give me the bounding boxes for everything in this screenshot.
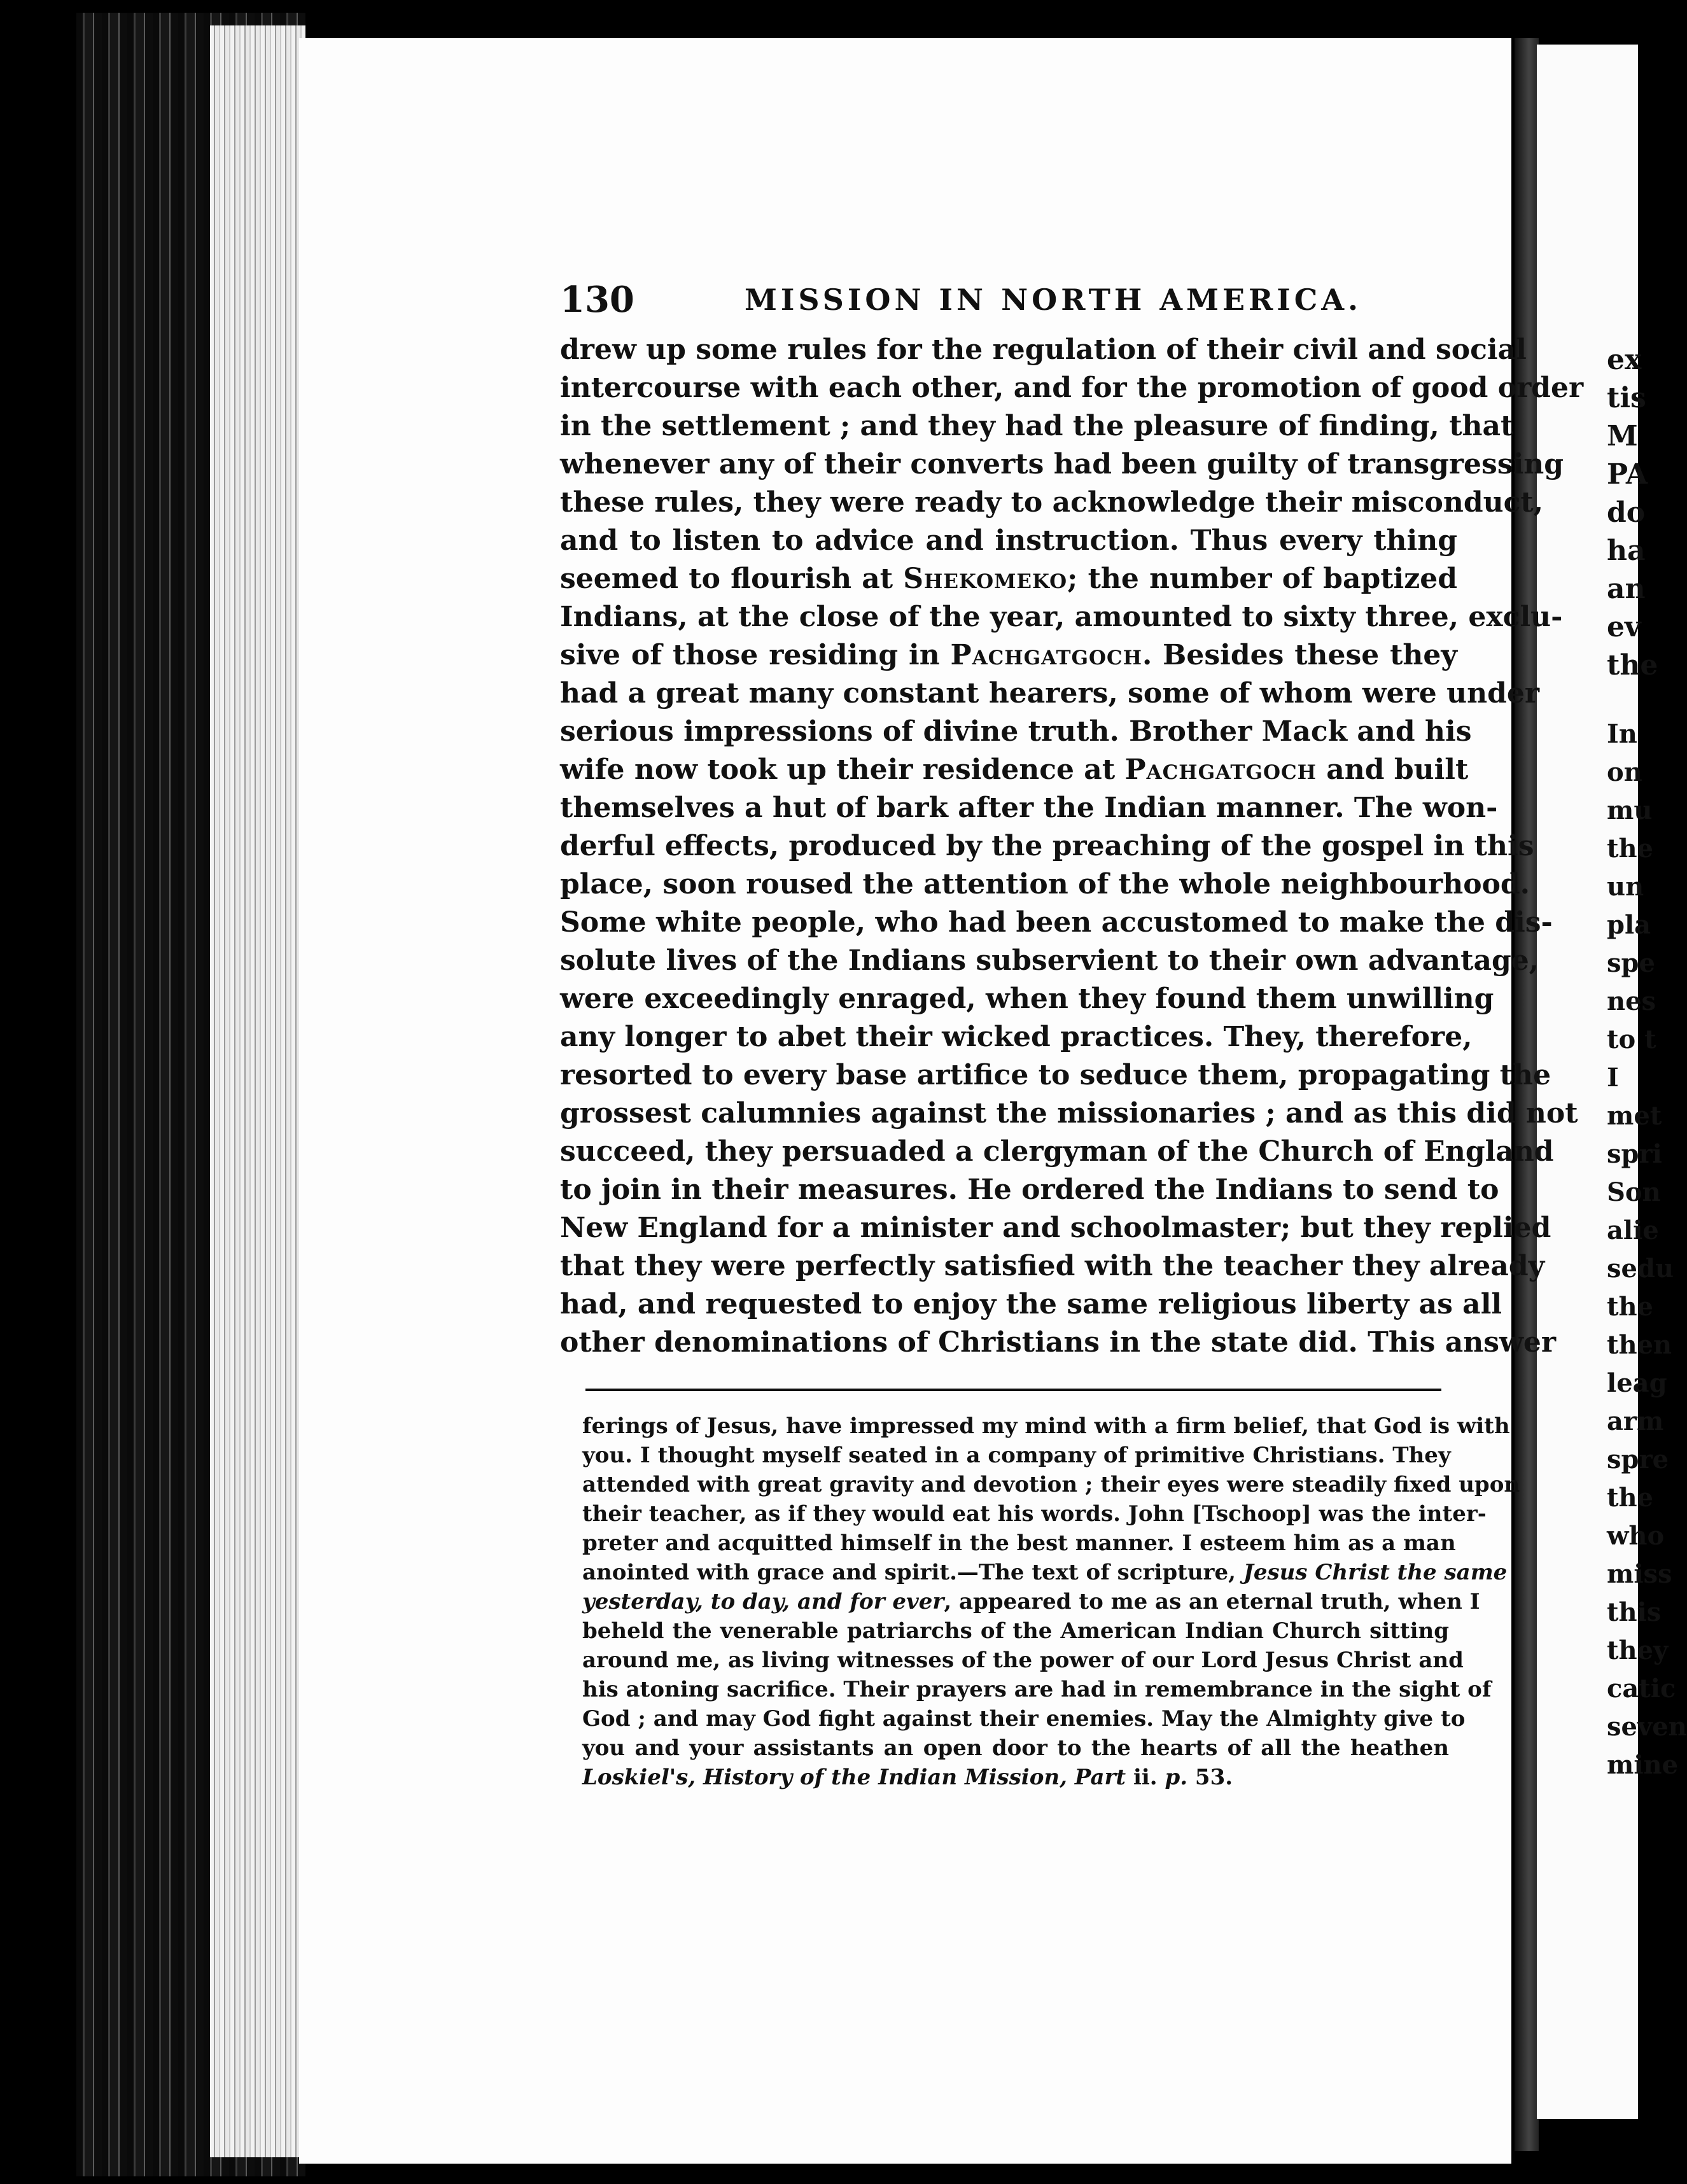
footnote-line: attended with great gravity and devotion ; their eyes were steadily fixed upon <box>582 1472 1520 1497</box>
facing-page-text: then <box>1607 1330 1672 1360</box>
running-head: MISSION IN NORTH AMERICA. <box>745 283 1362 317</box>
facing-page-text: met <box>1607 1101 1662 1131</box>
footnote-line: his atoning sacrifice. Their prayers are had in remembrance in the sight of <box>582 1677 1492 1702</box>
facing-page-text: leag <box>1607 1368 1667 1398</box>
facing-page-text: un <box>1607 872 1644 902</box>
facing-page-text: Son <box>1607 1177 1661 1207</box>
facing-page-text: an <box>1607 573 1646 605</box>
text-line: drew up some rules for the regulation of their civil and social <box>560 333 1527 366</box>
text-line: whenever any of their converts had been guilty of transgressing <box>560 448 1564 480</box>
footnote-line: you. I thought myself seated in a company of primitive Christians. They <box>582 1443 1451 1468</box>
facing-page-text: In <box>1607 719 1637 749</box>
text-line: these rules, they were ready to acknowledge their misconduct, <box>560 486 1544 519</box>
facing-page-text: nes <box>1607 986 1656 1016</box>
footnote-line: Loskiel's, History of the Indian Mission, Part ii. p. 53. <box>582 1765 1233 1790</box>
text-line: grossest calumnies against the missionaries ; and as this did not <box>560 1097 1578 1130</box>
facing-page-text: ha <box>1607 535 1646 567</box>
text-line: seemed to flourish at Shekomeko; the number of baptized <box>560 563 1457 595</box>
text-line: that they were perfectly satisfied with the teacher they already <box>560 1250 1545 1282</box>
footnote <box>582 1411 1520 1792</box>
text-line: other denominations of Christians in the state did. This answer <box>560 1326 1557 1359</box>
text-line: succeed, they persuaded a clergyman of the Church of England <box>560 1135 1554 1168</box>
text-line: and to listen to advice and instruction. Thus every thing <box>560 524 1457 557</box>
text-line: were exceedingly enraged, when they found them unwilling <box>560 983 1494 1015</box>
text-line: Some white people, who had been accustomed to make the dis- <box>560 906 1553 939</box>
facing-page-text: catic <box>1607 1674 1676 1704</box>
footnote-line: anointed with grace and spirit.—The text of scripture, Jesus Christ the same <box>582 1560 1508 1585</box>
text-line: derful effects, produced by the preaching of the gospel in this <box>560 830 1534 862</box>
text-line: place, soon roused the attention of the whole neighbourhood. <box>560 868 1530 900</box>
footnote-line: beheld the venerable patriarchs of the American Indian Church sitting <box>582 1618 1449 1644</box>
facing-page-text: arm <box>1607 1406 1664 1436</box>
text-line: to join in their measures. He ordered the Indians to send to <box>560 1173 1499 1206</box>
text-line: serious impressions of divine truth. Brother Mack and his <box>560 715 1472 748</box>
facing-page-text: I <box>1607 1063 1619 1093</box>
facing-page-text: seven <box>1607 1712 1687 1742</box>
facing-page-text: PA <box>1607 458 1648 491</box>
facing-page-text: sedu <box>1607 1254 1674 1284</box>
facing-page-text: spri <box>1607 1139 1662 1169</box>
body-text <box>560 331 1584 1362</box>
footnote-line: God ; and may God fight against their enemies. May the Almighty give to <box>582 1706 1466 1732</box>
facing-page-text: tis <box>1607 382 1646 414</box>
footnote-line: ferings of Jesus, have impressed my mind with a firm belief, that God is with <box>582 1413 1510 1439</box>
facing-page-text: spre <box>1607 1445 1669 1474</box>
footnote-line: yesterday, to day, and for ever, appeared to me as an eternal truth, when I <box>582 1589 1480 1614</box>
text-line: sive of those residing in Pachgatgoch. Besides these they <box>560 639 1457 671</box>
facing-page-text: do <box>1607 496 1646 529</box>
page-number: 130 <box>560 279 634 321</box>
facing-page-text: on <box>1607 757 1642 787</box>
facing-page-fragment <box>1537 45 1687 2119</box>
facing-page-text: they <box>1607 1635 1669 1665</box>
footnote-line: around me, as living witnesses of the power of our Lord Jesus Christ and <box>582 1648 1464 1673</box>
text-line: solute lives of the Indians subservient to their own advantage, <box>560 944 1539 977</box>
text-line: in the settlement ; and they had the pleasure of finding, that <box>560 410 1514 442</box>
facing-page-text: mu <box>1607 795 1653 825</box>
footnote-line: you and your assistants an open door to the hearts of all the heathen <box>582 1735 1449 1761</box>
text-line: intercourse with each other, and for the promotion of good order <box>560 372 1584 404</box>
page-header <box>560 279 1362 330</box>
page-stack-edge <box>210 25 305 2157</box>
text-line: New England for a minister and schoolmaster; but they replied <box>560 1212 1551 1244</box>
facing-page-text: the <box>1607 834 1654 864</box>
facing-page-text: mine <box>1607 1750 1679 1780</box>
footnote-line: their teacher, as if they would eat his words. John [Tschoop] was the inter- <box>582 1501 1487 1527</box>
footnote-rule <box>585 1389 1441 1391</box>
text-line: any longer to abet their wicked practices. They, therefore, <box>560 1021 1473 1053</box>
facing-page-text: alie <box>1607 1215 1659 1245</box>
facing-page-text: ev <box>1607 611 1641 643</box>
facing-page-text: to t <box>1607 1025 1656 1054</box>
text-line: resorted to every base artifice to seduce them, propagating the <box>560 1059 1551 1091</box>
facing-page-text: pla <box>1607 910 1651 940</box>
text-line: themselves a hut of bark after the Indian manner. The won- <box>560 792 1498 824</box>
facing-page-text: ex <box>1607 344 1642 376</box>
facing-page-text: who <box>1607 1521 1665 1551</box>
facing-page-text: M <box>1607 420 1638 452</box>
facing-page-text: this <box>1607 1597 1662 1627</box>
text-line: wife now took up their residence at Pachgatgoch and built <box>560 753 1469 786</box>
text-line: had, and requested to enjoy the same religious liberty as all <box>560 1288 1502 1320</box>
footnote-line: preter and acquitted himself in the best manner. I esteem him as a man <box>582 1530 1456 1556</box>
facing-page-text: the <box>1607 649 1658 682</box>
text-line: Indians, at the close of the year, amounted to sixty three, exclu- <box>560 601 1563 633</box>
facing-page-text: the <box>1607 1292 1654 1322</box>
text-line: had a great many constant hearers, some of whom were under <box>560 677 1540 710</box>
facing-page-text: spe <box>1607 948 1655 978</box>
facing-page-text: miss <box>1607 1559 1672 1589</box>
facing-page-text: the <box>1607 1483 1654 1513</box>
